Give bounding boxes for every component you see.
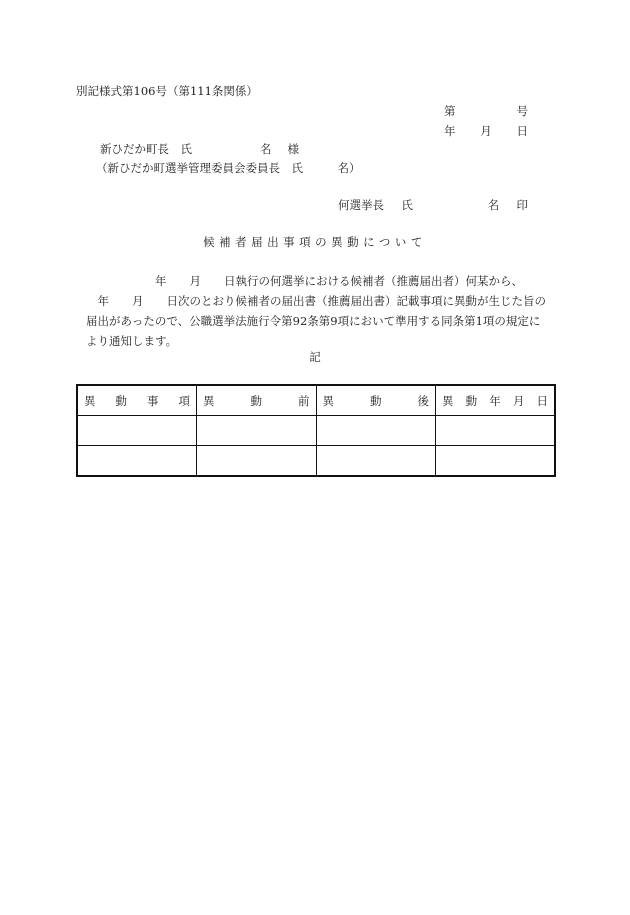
header-char: 動 <box>250 393 262 408</box>
sender-shi: 氏 <box>401 198 413 212</box>
header-char: 動 <box>370 393 382 408</box>
sender-block <box>338 200 528 212</box>
header-char: 動 <box>115 393 127 408</box>
table-cell <box>77 446 197 477</box>
table-cell <box>316 416 436 446</box>
header-char: 月 <box>512 393 525 408</box>
addressee-line1 <box>100 144 299 156</box>
document-number-suffix: 号 <box>516 104 528 118</box>
table-cell <box>436 416 556 446</box>
change-table <box>76 384 556 477</box>
table-row <box>77 446 555 477</box>
sender-mei: 名 <box>487 198 500 212</box>
header-char: 後 <box>417 393 429 408</box>
table-cell <box>77 416 197 446</box>
table-row <box>77 416 555 446</box>
body-line: 年 月 日次のとおり候補者の届出書（推薦届出書）記載事項に異動が生じた旨の <box>86 294 546 308</box>
header-char: 事 <box>147 393 159 408</box>
body-line: より通知します。 <box>86 334 178 348</box>
document-date <box>444 126 528 138</box>
header-char: 前 <box>298 393 310 408</box>
form-title: 別記様式第106号（第111条関係） <box>76 84 258 98</box>
table-cell <box>316 446 436 477</box>
ki-heading: 記 <box>309 350 321 364</box>
header-char: 異 <box>84 393 96 408</box>
table-cell <box>436 446 556 477</box>
header-char: 項 <box>178 393 190 408</box>
header-change-date <box>436 385 556 416</box>
header-char: 異 <box>322 393 334 408</box>
header-change-item <box>77 385 197 416</box>
date-year: 年 <box>444 124 456 138</box>
addressee-mei: 名 <box>260 142 272 156</box>
body-paragraph <box>86 271 556 351</box>
header-char: 異 <box>442 393 454 408</box>
sender-title: 何選挙長 <box>338 198 384 212</box>
seal-mark: 印 <box>516 198 528 212</box>
header-char: 年 <box>489 393 501 408</box>
body-line: 年 月 日執行の何選挙における候補者（推薦届出者）何某から、 <box>86 274 523 288</box>
addressee-sama: 様 <box>287 142 299 156</box>
header-before <box>197 385 317 416</box>
document-number <box>444 106 528 118</box>
body-line: 届出があったので、公職選挙法施行令第92条第9項において準用する同条第1項の規定に <box>86 314 541 328</box>
addressee-line2: （新ひだか町選挙管理委員会委員長 氏 名） <box>96 161 361 175</box>
addressee-name: 新ひだか町長 氏 <box>100 142 192 156</box>
header-char: 動 <box>465 393 478 408</box>
table-cell <box>197 446 317 477</box>
header-char: 日 <box>536 393 548 408</box>
table-header-row <box>77 385 555 416</box>
document-number-prefix: 第 <box>444 104 456 118</box>
date-month: 月 <box>480 124 492 138</box>
header-after <box>316 385 436 416</box>
date-day: 日 <box>516 124 528 138</box>
header-char: 異 <box>203 393 215 408</box>
subject-heading: 候補者届出事項の異動について <box>203 235 427 249</box>
table-cell <box>197 416 317 446</box>
